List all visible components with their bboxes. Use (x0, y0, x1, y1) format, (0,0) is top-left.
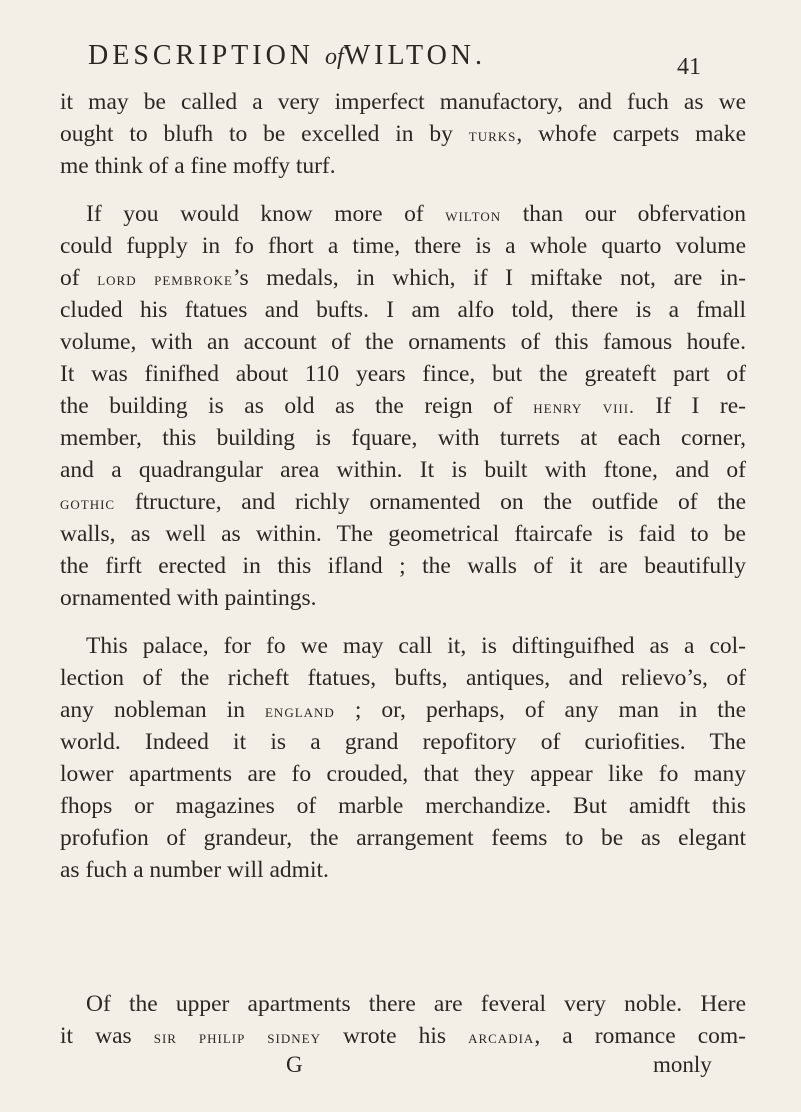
header-title-pre: DESCRIPTION (88, 40, 315, 71)
small-caps: turks (468, 125, 517, 146)
small-caps: sir philip sidney (153, 1027, 321, 1048)
text-line: ought to blufh to be excelled in by turks, whofe carpets make (60, 121, 747, 147)
text-line: me think of a fine moffy turf. (60, 153, 336, 179)
text-line: any nobleman in england ; or, perhaps, of any man in the (60, 697, 747, 723)
text-line: it may be called a very imperfect manufactory, and fuch as we (60, 89, 746, 115)
signature-mark: G (286, 1052, 303, 1077)
page-number: 41 (677, 54, 701, 80)
small-caps: lord pembroke (97, 269, 233, 290)
small-caps: henry viii. (533, 397, 635, 418)
text-line: ornamented with paintings. (60, 585, 317, 611)
running-header (88, 40, 708, 72)
text-line: lower apartments are fo crouded, that they appear like fo many (60, 761, 746, 787)
text-line: lection of the richeft ftatues, bufts, antiques, and relievo’s, of (60, 665, 746, 691)
small-caps: england (264, 701, 335, 722)
header-title-post: WILTON. (343, 40, 487, 71)
catchword: monly (653, 1052, 712, 1077)
text-line: gothic ftructure, and richly ornamented on the outfide of the (60, 489, 747, 515)
text-line: the building is as old as the reign of henry viii. If I re- (60, 393, 746, 419)
small-caps: wilton (445, 205, 502, 226)
text-line: cluded his ftatues and bufts. I am alfo told, there is a fmall (60, 297, 746, 323)
text-line: of lord pembroke’s medals, in which, if I miftake not, are in- (60, 265, 746, 291)
header-title-of: of (325, 44, 344, 70)
text-line: If you would know more of wilton than our obfervation (86, 201, 747, 227)
text-line: fhops or magazines of marble merchandize. But amidft this (60, 793, 746, 819)
text-line: world. Indeed it is a grand repofitory of curiofities. The (60, 729, 746, 755)
text-line: could fupply in fo fhort a time, there is a whole quarto volume (60, 233, 746, 259)
text-line: it was sir philip sidney wrote his arcadia, a romance com- (60, 1023, 746, 1049)
small-caps: gothic (60, 493, 116, 514)
text-line: as fuch a number will admit. (60, 857, 329, 883)
text-line: member, this building is fquare, with turrets at each corner, (60, 425, 746, 451)
text-line: volume, with an account of the ornaments of this famous houfe. (60, 329, 746, 355)
text-line: the firft erected in this ifland ; the walls of it are beautifully (60, 553, 746, 579)
text-line: It was finifhed about 110 years fince, but the greateft part of (60, 361, 746, 387)
small-caps: arcadia (468, 1027, 535, 1048)
text-line: Of the upper apartments there are feveral very noble. Here (86, 991, 746, 1017)
text-line: This palace, for fo we may call it, is diftinguifhed as a col- (86, 633, 746, 659)
text-line: walls, as well as within. The geometrical ftaircafe is faid to be (60, 521, 746, 547)
text-line: profufion of grandeur, the arrangement feems to be as elegant (60, 825, 746, 851)
text-line: and a quadrangular area within. It is built with ftone, and of (60, 457, 746, 483)
